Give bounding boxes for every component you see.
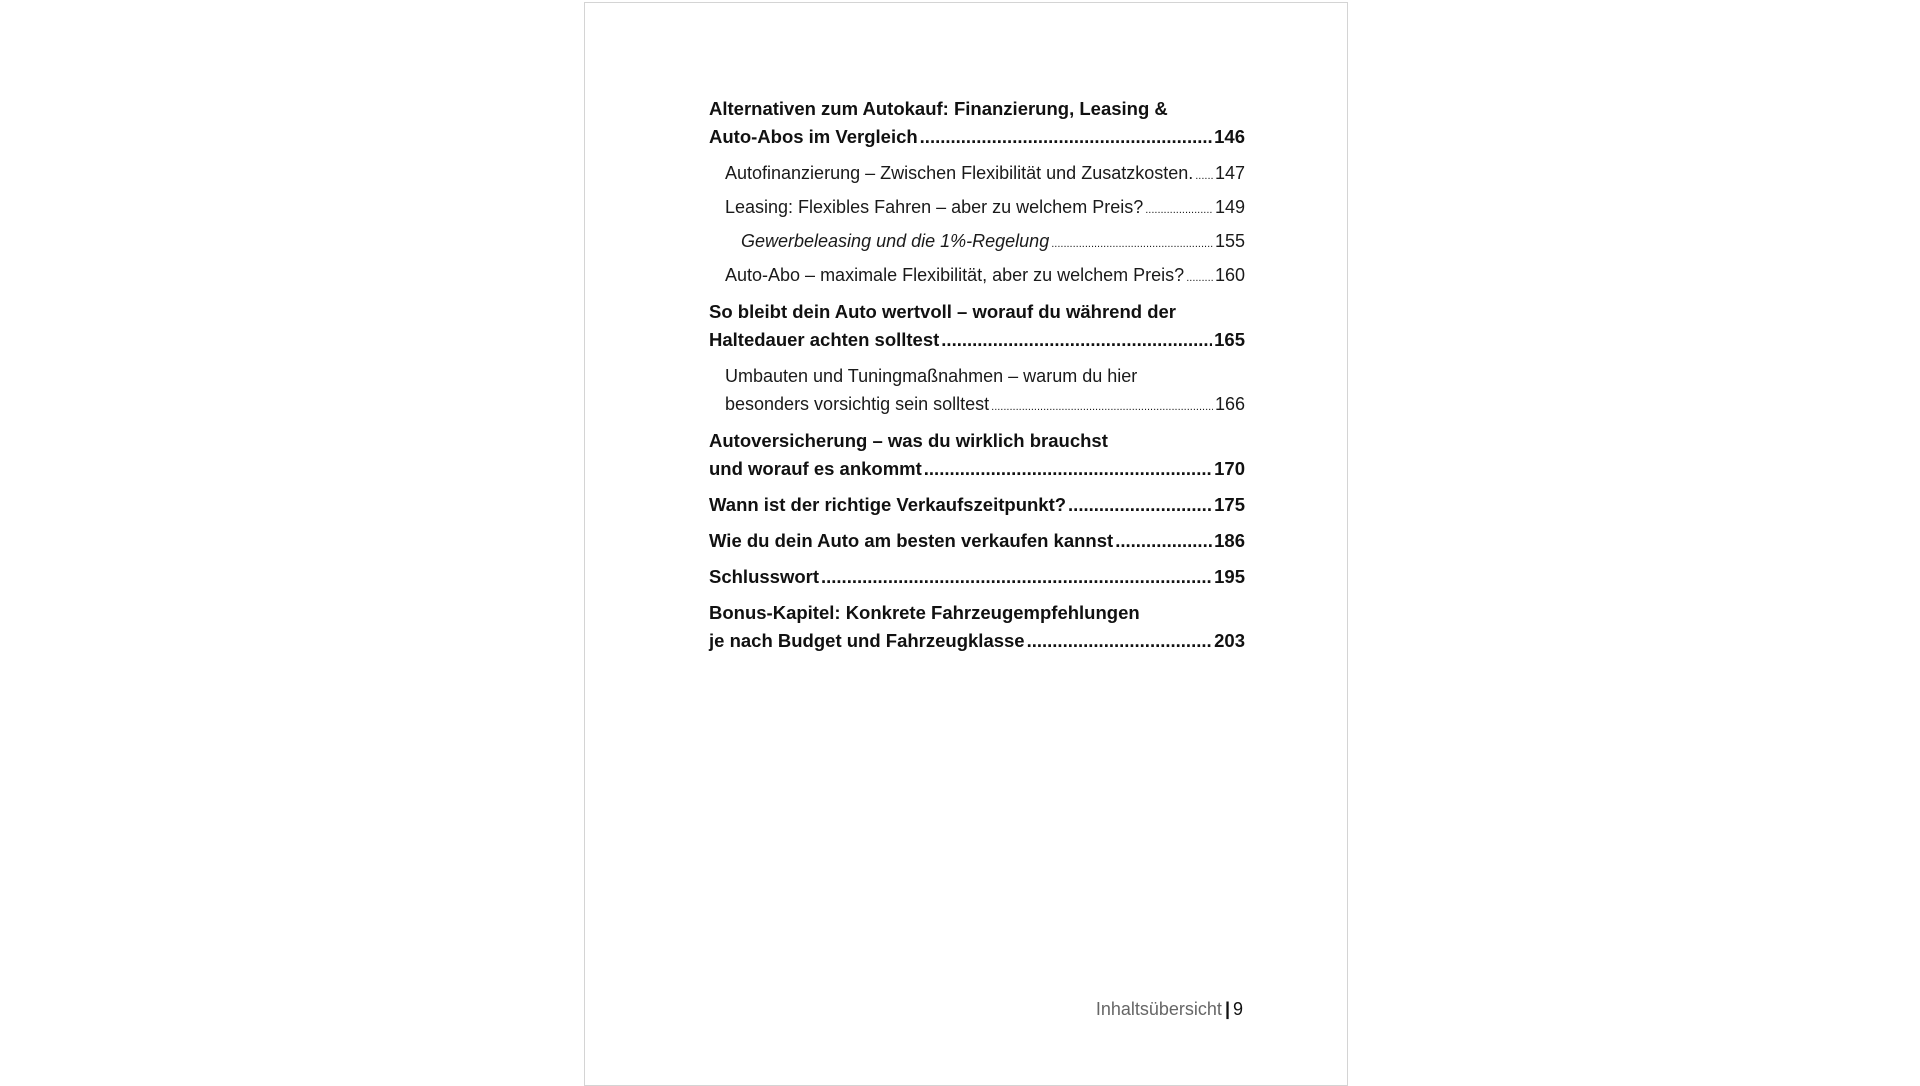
toc-entry bbox=[709, 261, 1245, 292]
toc-entry-title: und worauf es ankommt bbox=[709, 458, 922, 479]
footer-page-number: 9 bbox=[1232, 999, 1243, 1019]
toc-page-number: 175 bbox=[1214, 494, 1245, 515]
toc-entry bbox=[709, 159, 1245, 190]
toc-entry bbox=[709, 427, 1245, 483]
toc-page-number: 166 bbox=[1214, 394, 1245, 414]
toc-dot-leader bbox=[1051, 227, 1213, 258]
toc-dot-leader bbox=[1186, 261, 1213, 292]
toc-entry-last-line bbox=[709, 527, 1245, 555]
toc-entry-title: Schlusswort bbox=[709, 566, 819, 587]
toc-entry-last-line bbox=[725, 261, 1245, 292]
toc-entry bbox=[709, 563, 1245, 591]
toc-entry-title: Wann ist der richtige Verkaufszeitpunkt? bbox=[709, 494, 1067, 515]
footer-separator: | bbox=[1224, 999, 1230, 1019]
toc-page-number: 155 bbox=[1214, 231, 1245, 251]
toc-page-number: 149 bbox=[1214, 197, 1245, 217]
toc-dot-leader bbox=[991, 390, 1213, 421]
toc-entry-last-line bbox=[709, 563, 1245, 591]
toc-entry-title: Auto-Abos im Vergleich bbox=[709, 126, 918, 147]
toc-entry bbox=[709, 491, 1245, 519]
toc-page-number: 186 bbox=[1214, 530, 1245, 551]
toc-entry-title: Wie du dein Auto am besten verkaufen kannst bbox=[709, 530, 1114, 551]
toc-entry-title-line: Alternativen zum Autokauf: Finanzierung, Leasing & bbox=[709, 98, 1168, 119]
toc-dot-leader bbox=[924, 455, 1212, 483]
toc-entry bbox=[709, 298, 1245, 354]
table-of-contents bbox=[709, 95, 1245, 663]
toc-entry-last-line bbox=[709, 326, 1245, 354]
toc-entry-last-line bbox=[725, 193, 1245, 224]
toc-page-number: 170 bbox=[1214, 458, 1245, 479]
toc-entry bbox=[709, 362, 1245, 421]
toc-entry-title-line: So bleibt dein Auto wertvoll – worauf du während der bbox=[709, 301, 1176, 322]
toc-entry-last-line bbox=[741, 227, 1245, 258]
toc-dot-leader bbox=[821, 563, 1212, 591]
page-footer bbox=[1096, 999, 1243, 1020]
toc-entry-title-line: Umbauten und Tuningmaßnahmen – warum du hier bbox=[725, 366, 1138, 386]
toc-entry bbox=[709, 527, 1245, 555]
toc-entry-last-line bbox=[709, 123, 1245, 151]
toc-page-number: 146 bbox=[1214, 126, 1245, 147]
toc-entry-title: je nach Budget und Fahrzeugklasse bbox=[709, 630, 1025, 651]
footer-section-title: Inhaltsübersicht bbox=[1095, 999, 1222, 1019]
toc-page-number: 165 bbox=[1214, 329, 1245, 350]
toc-entry-title-line: Bonus-Kapitel: Konkrete Fahrzeugempfehlungen bbox=[709, 602, 1140, 623]
toc-entry-title: Autofinanzierung – Zwischen Flexibilität und Zusatzkosten. bbox=[725, 163, 1194, 183]
toc-entry-title: Leasing: Flexibles Fahren – aber zu welchem Preis? bbox=[725, 197, 1144, 217]
toc-entry-title: Haltedauer achten solltest bbox=[709, 329, 940, 350]
toc-dot-leader bbox=[1145, 193, 1213, 224]
toc-dot-leader bbox=[941, 326, 1212, 354]
toc-dot-leader bbox=[920, 123, 1212, 151]
toc-dot-leader bbox=[1027, 627, 1213, 655]
toc-entry bbox=[709, 193, 1245, 224]
toc-page-number: 147 bbox=[1214, 163, 1245, 183]
toc-entry-last-line bbox=[709, 455, 1245, 483]
document-page bbox=[584, 2, 1348, 1086]
toc-page-number: 195 bbox=[1214, 566, 1245, 587]
toc-page-number: 203 bbox=[1214, 630, 1245, 651]
toc-dot-leader bbox=[1195, 159, 1213, 190]
toc-entry-title: Gewerbeleasing und die 1%-Regelung bbox=[741, 231, 1050, 251]
toc-dot-leader bbox=[1068, 491, 1212, 519]
toc-entry bbox=[709, 599, 1245, 655]
toc-entry-title: Auto-Abo – maximale Flexibilität, aber zu welchem Preis? bbox=[725, 265, 1185, 285]
toc-entry-last-line bbox=[725, 390, 1245, 421]
toc-page-number: 160 bbox=[1214, 265, 1245, 285]
toc-entry bbox=[709, 95, 1245, 151]
toc-entry-title: besonders vorsichtig sein solltest bbox=[725, 394, 990, 414]
toc-entry-last-line bbox=[725, 159, 1245, 190]
toc-entry-title-line: Autoversicherung – was du wirklich brauchst bbox=[709, 430, 1108, 451]
toc-entry-last-line bbox=[709, 491, 1245, 519]
toc-dot-leader bbox=[1115, 527, 1212, 555]
toc-entry bbox=[709, 227, 1245, 258]
toc-entry-last-line bbox=[709, 627, 1245, 655]
